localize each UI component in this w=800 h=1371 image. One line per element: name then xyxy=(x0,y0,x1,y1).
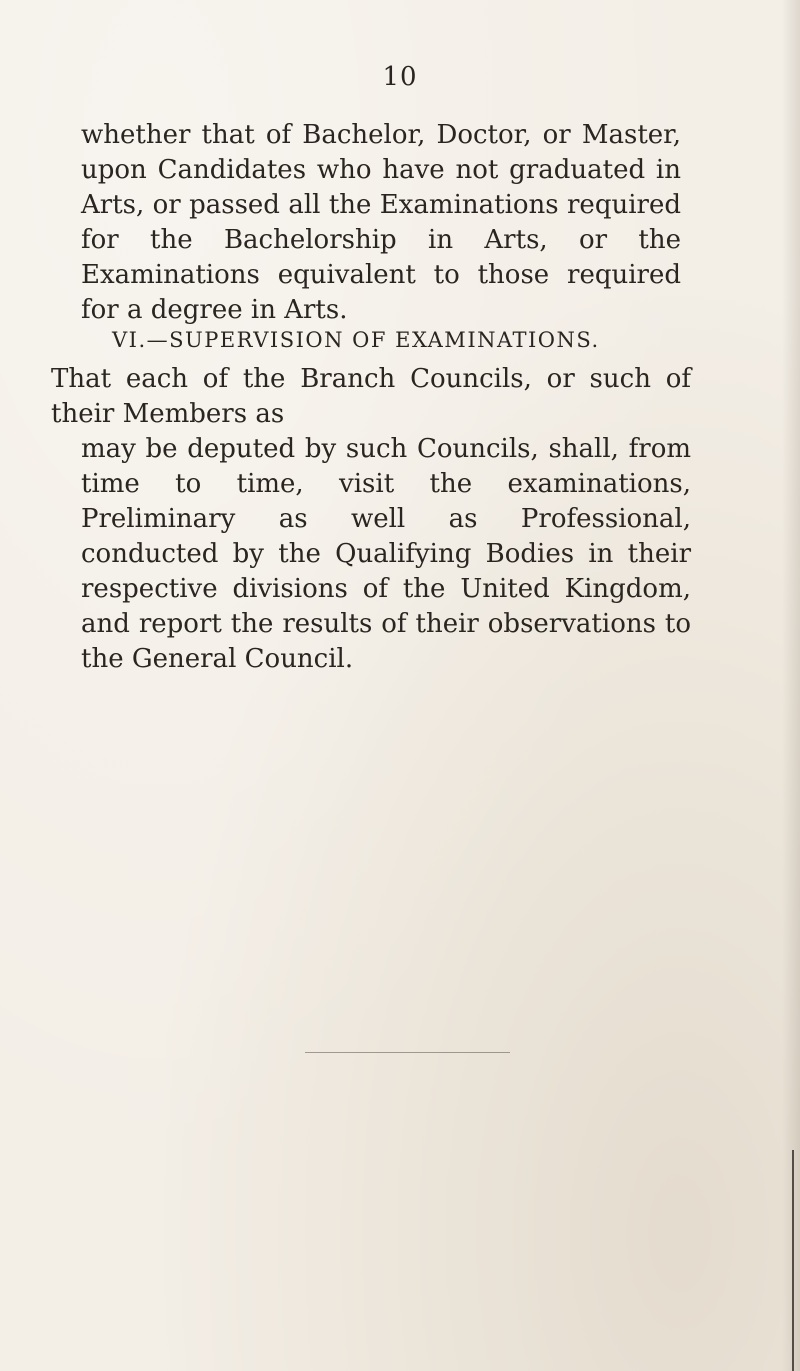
paragraph-continuation: whether that of Bachelor, Doctor, or Master, upon Candidates who have not graduated in Arts, or passed all the Examinations required for the Bachelorship in Arts, or the Examinations equivalent to those required for a degree in Arts. xyxy=(81,120,681,325)
paragraph-body: may be deputed by such Councils, shall, from time to time, visit the examinations, Preliminary as well as Professional, conducted by the Qualifying Bodies in their respective divisions of the United Kingdom, and report the results of their observations to the General Council. xyxy=(81,434,691,674)
page-edge-shadow xyxy=(782,0,800,1371)
paragraph-supervision xyxy=(51,362,691,677)
page-edge-line xyxy=(792,1150,794,1371)
scrap-mark xyxy=(305,1052,510,1053)
page-number: 10 xyxy=(382,62,418,92)
paragraph-first-line: That each of the Branch Councils, or such of their Members as xyxy=(51,364,691,429)
section-heading: VI.—SUPERVISION OF EXAMINATIONS. xyxy=(112,328,600,352)
